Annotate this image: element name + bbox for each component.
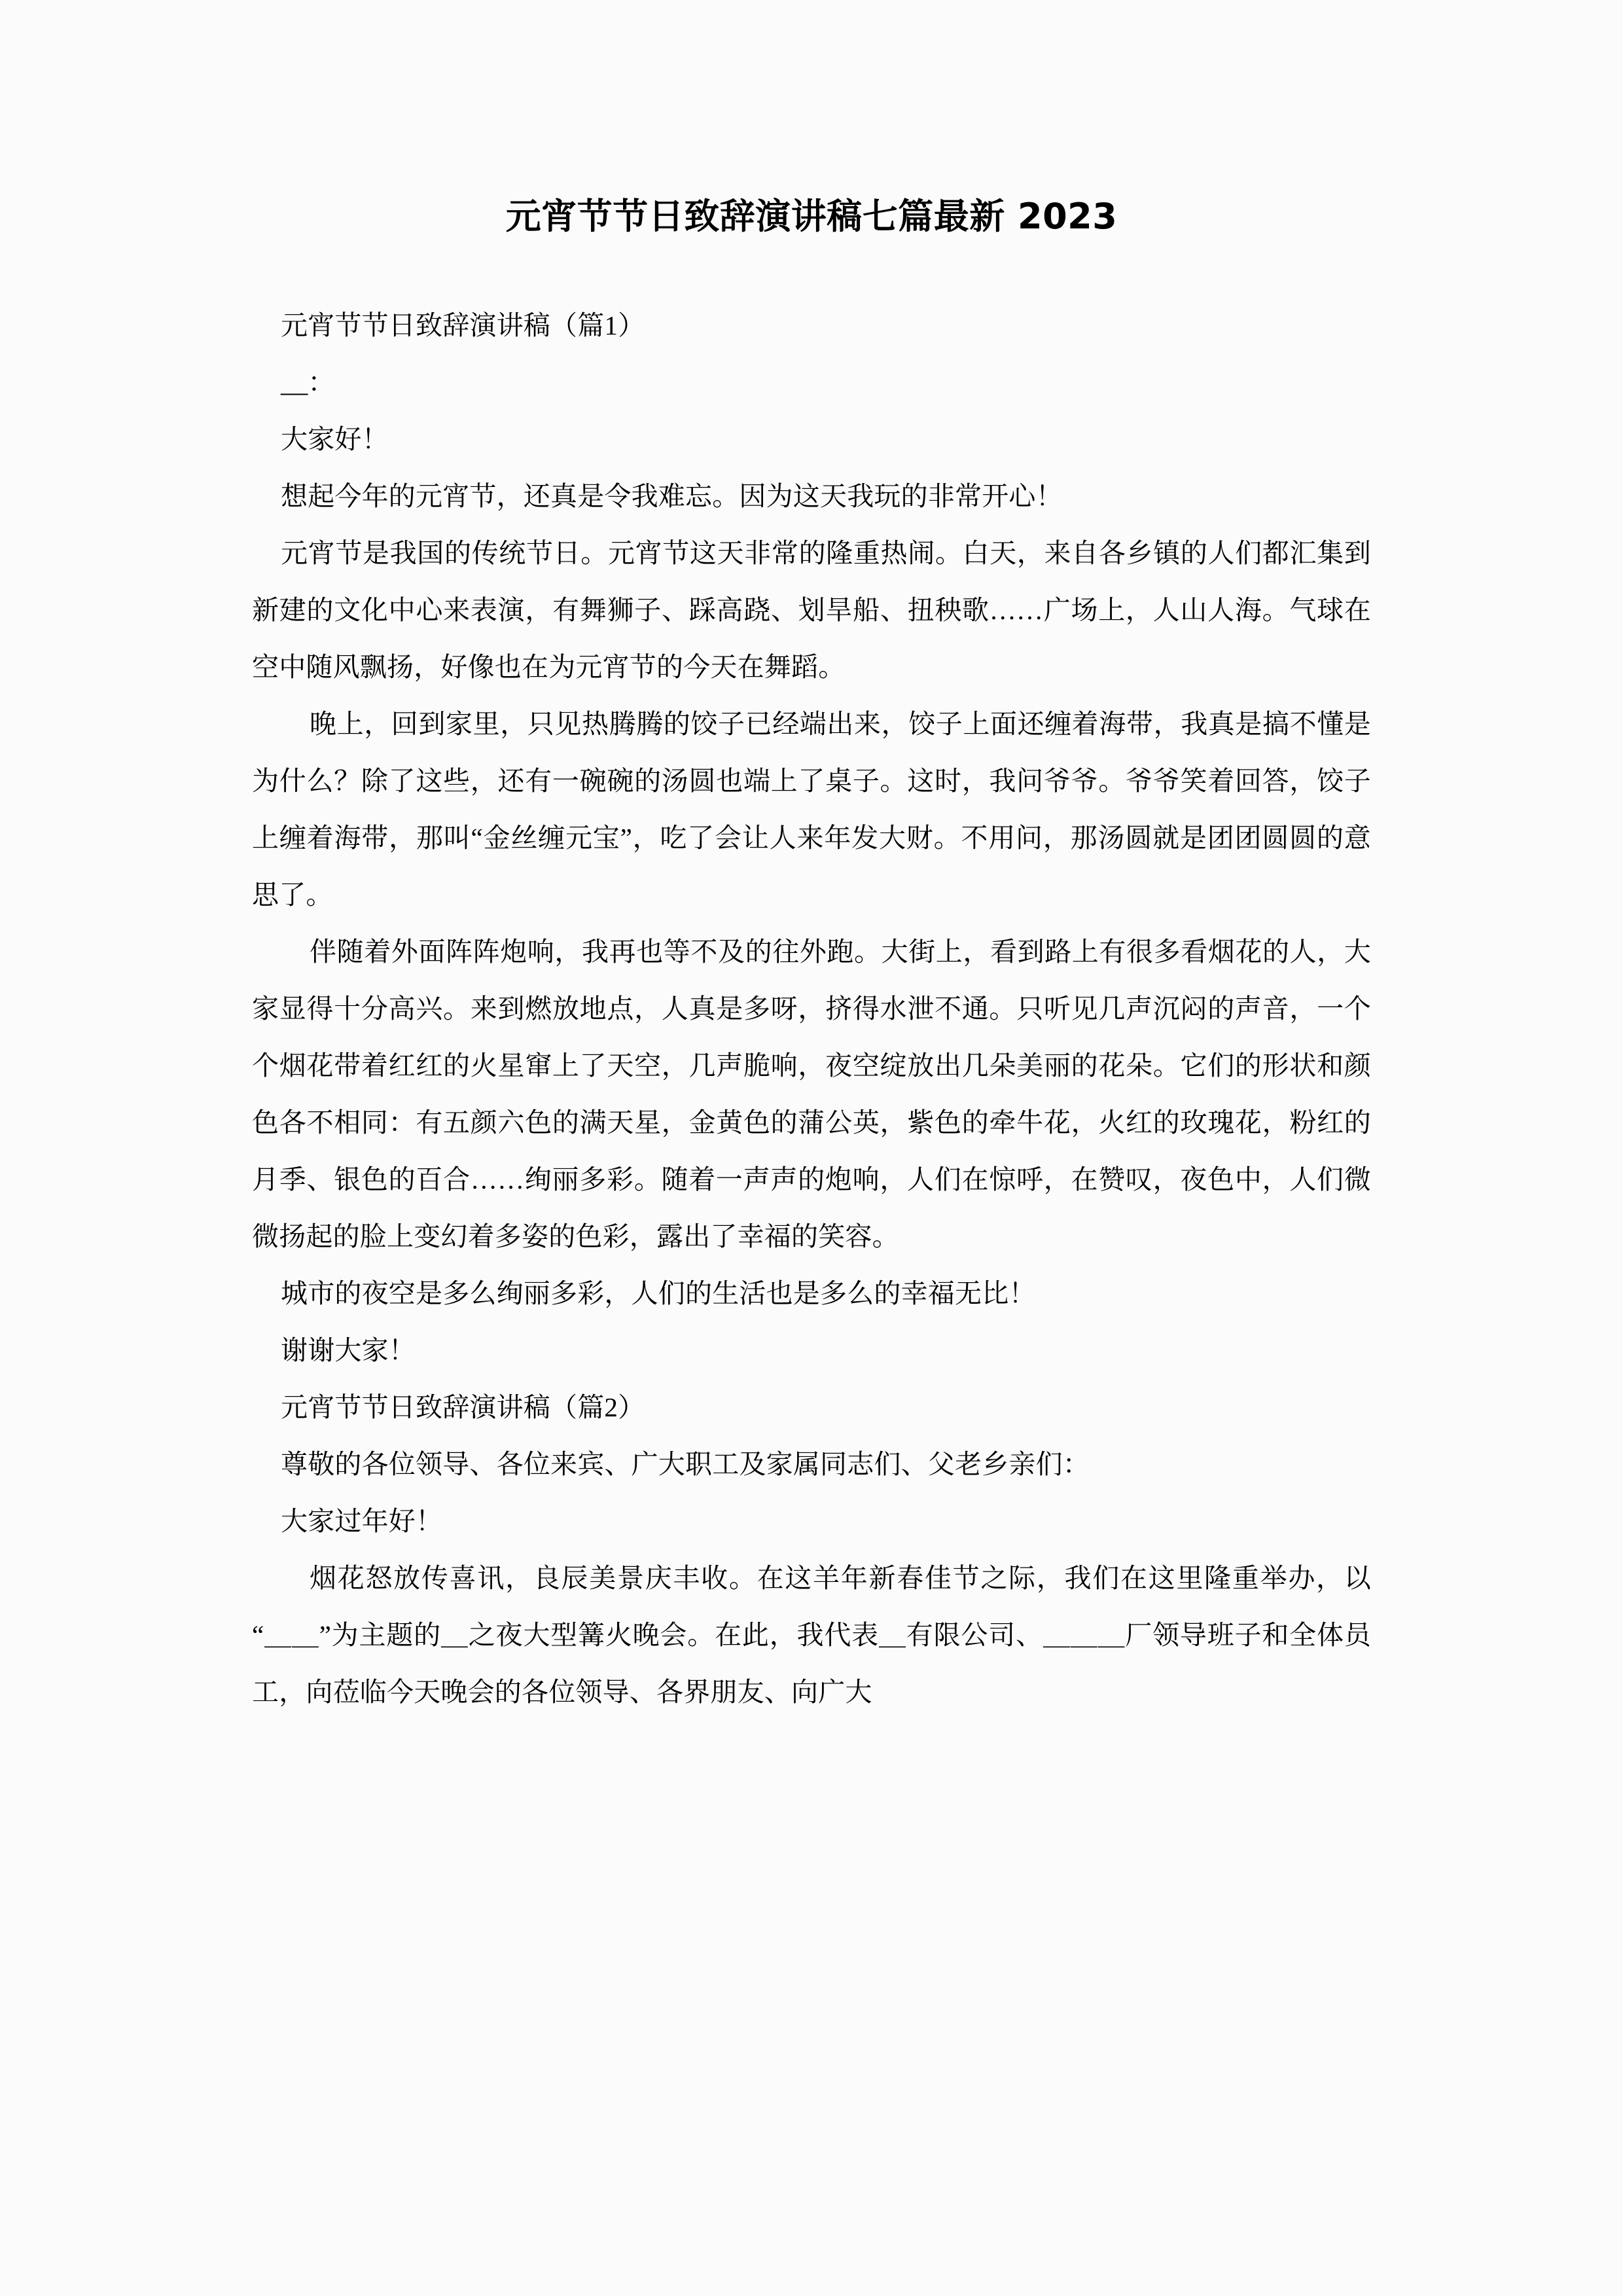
body-paragraph: 城市的夜空是多么绚丽多彩，人们的生活也是多么的幸福无比！ <box>281 1278 1036 1309</box>
body-paragraph: 伴随着外面阵阵炮响，我再也等不及的往外跑。大街上，看到路上有很多看烟花的人，大家显得十分高兴。来到燃放地点，人真是多呀，挤得水泄不通。只听见几声沉闷的声音，一个个烟花带着红红的火星窜上了天空，几声脆响，夜空绽放出几朵美丽的花朵。它们的形状和颜色各不相同：有五颜六色的满天星，金黄色的蒲公英，紫色的牵牛花，火红的玫瑰花，粉红的月季、银色的百合……绚丽多彩。随着一声声的炮响，人们在惊呼，在赞叹，夜色中，人们微微扬起的脸上变幻着多姿的色彩，露出了幸福的笑容。 <box>252 937 1371 1252</box>
closing-line-1: 谢谢大家！ <box>281 1335 416 1366</box>
page-title: 元宵节节日致辞演讲稿七篇最新 2023 <box>505 196 1118 237</box>
document-content <box>252 0 1371 1721</box>
greeting-line-1: 大家好！ <box>281 424 389 455</box>
body-paragraph: 烟花怒放传喜讯，良辰美景庆丰收。在这羊年新春佳节之际，我们在这里隆重举办，以“＿＿”为主题的＿之夜大型篝火晚会。在此，我代表＿有限公司、＿＿＿厂领导班子和全体员工，向莅临今天晚会的各位领导、各界朋友、向广大 <box>252 1563 1371 1708</box>
body-paragraph: 想起今年的元宵节，还真是令我难忘。因为这天我玩的非常开心！ <box>281 481 1063 512</box>
greeting-line-2: 大家过年好！ <box>281 1506 443 1537</box>
salutation-line-2: 尊敬的各位领导、各位来宾、广大职工及家属同志们、父老乡亲们： <box>281 1449 1090 1480</box>
section-1-heading: 元宵节节日致辞演讲稿（篇1） <box>281 310 645 341</box>
section-2-heading: 元宵节节日致辞演讲稿（篇2） <box>281 1392 645 1423</box>
body-paragraph: 晚上，回到家里，只见热腾腾的饺子已经端出来，饺子上面还缠着海带，我真是搞不懂是为什么？除了这些，还有一碗碗的汤圆也端上了桌子。这时，我问爷爷。爷爷笑着回答，饺子上缠着海带，那叫“金丝缠元宝”，吃了会让人来年发大财。不用问，那汤圆就是团团圆圆的意思了。 <box>252 709 1371 910</box>
body-paragraph: 元宵节是我国的传统节日。元宵节这天非常的隆重热闹。白天，来自各乡镇的人们都汇集到新建的文化中心来表演，有舞狮子、踩高跷、划旱船、扭秧歌……广场上，人山人海。气球在空中随风飘扬，好像也在为元宵节的今天在舞蹈。 <box>252 538 1371 683</box>
document-body <box>252 297 1371 1721</box>
salutation-placeholder-1: __： <box>281 367 335 398</box>
